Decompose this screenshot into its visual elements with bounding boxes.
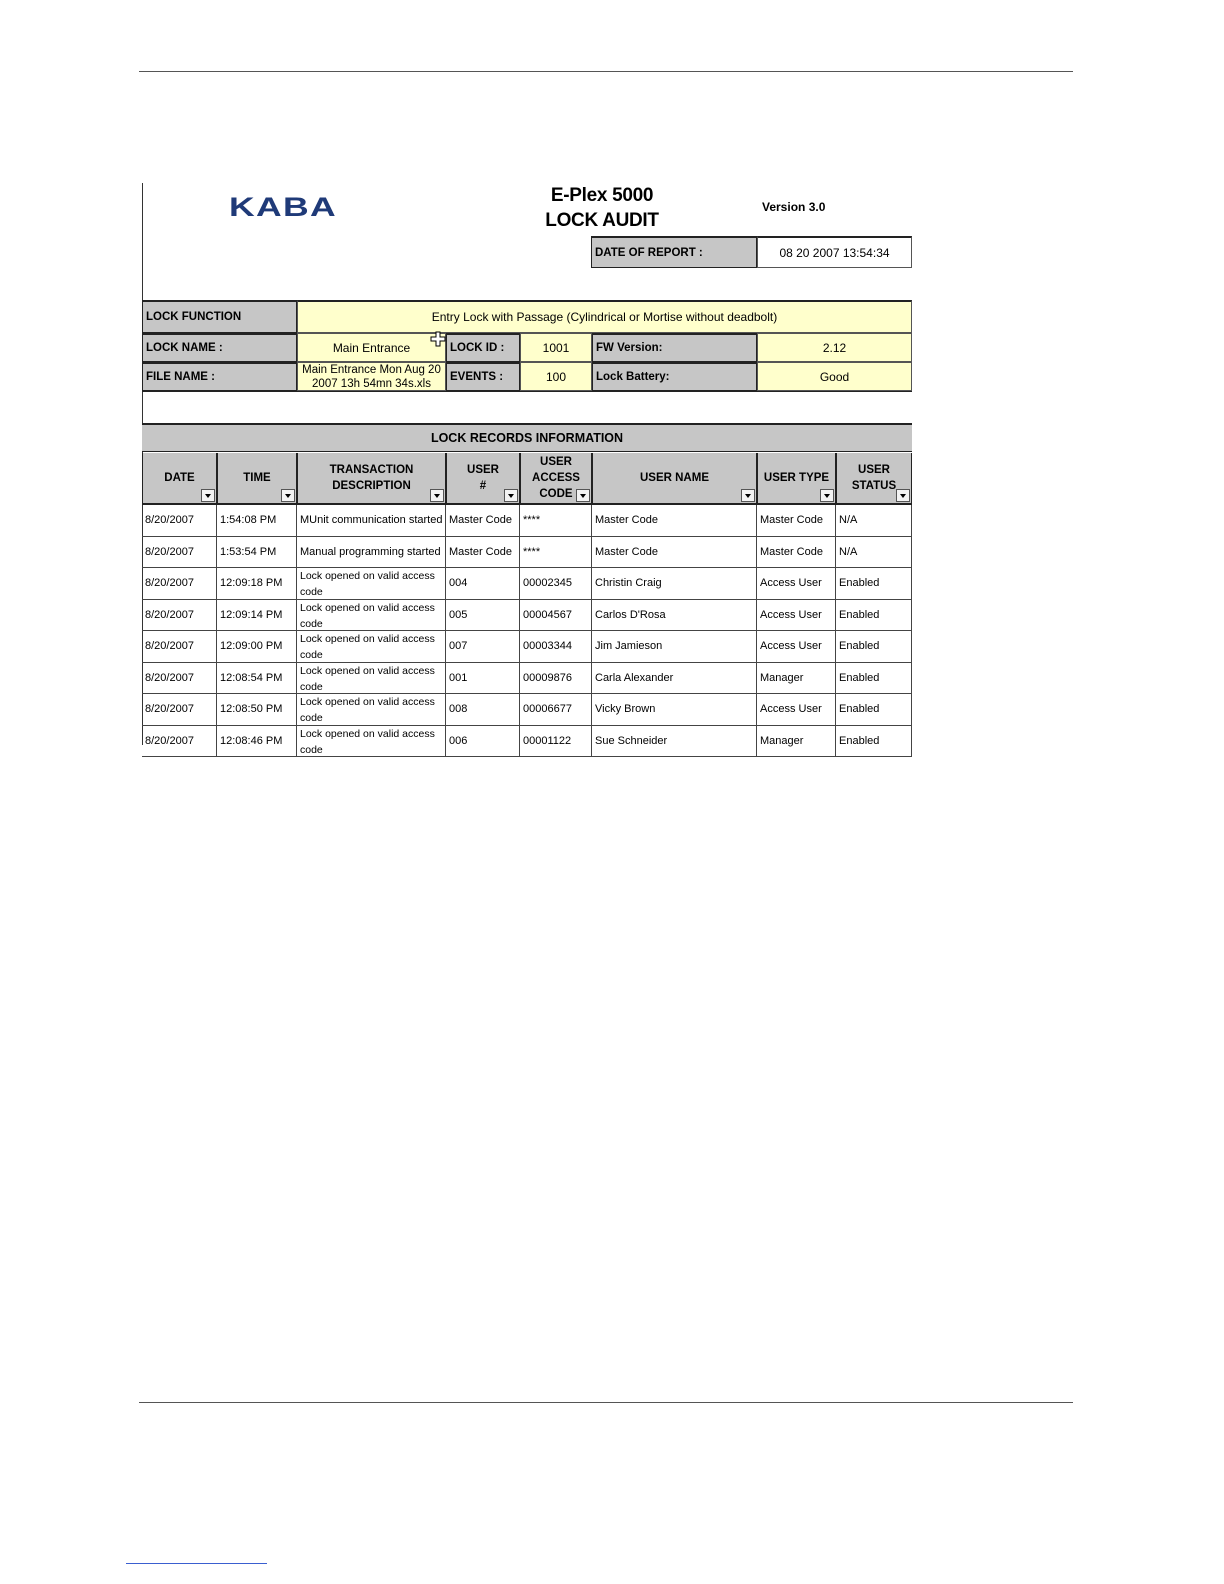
col-header-user-number[interactable]: USER # xyxy=(446,453,520,505)
filter-dropdown-icon[interactable] xyxy=(504,489,518,502)
cell-user-type[interactable]: Manager xyxy=(757,663,836,695)
lock-battery-value: Good xyxy=(757,362,912,391)
col-header-user-status[interactable]: USER STATUS xyxy=(836,453,912,505)
cell-user-status[interactable]: Enabled xyxy=(836,631,912,663)
lock-name-value[interactable]: Main Entrance xyxy=(297,333,446,362)
kaba-logo xyxy=(229,192,337,222)
cell-transaction[interactable]: Lock opened on valid access code xyxy=(297,600,446,632)
col-header-user-name[interactable]: USER NAME xyxy=(592,453,757,505)
cell-time[interactable]: 12:09:14 PM xyxy=(217,600,297,632)
cell-user-number[interactable]: Master Code xyxy=(446,537,520,569)
filter-dropdown-icon[interactable] xyxy=(896,489,910,502)
cell-transaction[interactable]: Lock opened on valid access code xyxy=(297,694,446,726)
cell-user-status[interactable]: Enabled xyxy=(836,663,912,695)
filter-dropdown-icon[interactable] xyxy=(820,489,834,502)
table-row[interactable] xyxy=(142,600,912,632)
cell-user-number[interactable]: 004 xyxy=(446,568,520,600)
filter-dropdown-icon[interactable] xyxy=(281,489,295,502)
col-header-access-code[interactable]: USER ACCESS CODE xyxy=(520,453,592,505)
cell-user-status[interactable]: Enabled xyxy=(836,600,912,632)
cell-time[interactable]: 12:08:54 PM xyxy=(217,663,297,695)
table-row[interactable] xyxy=(142,631,912,663)
cell-date[interactable]: 8/20/2007 xyxy=(142,505,217,537)
filter-dropdown-icon[interactable] xyxy=(201,489,215,502)
table-row[interactable] xyxy=(142,726,912,758)
product-title: E-Plex 5000 xyxy=(550,185,654,206)
cell-user-number[interactable]: 006 xyxy=(446,726,520,758)
cell-user-name[interactable]: Carla Alexander xyxy=(592,663,757,695)
cell-date[interactable]: 8/20/2007 xyxy=(142,726,217,758)
cell-date[interactable]: 8/20/2007 xyxy=(142,568,217,600)
cell-user-type[interactable]: Manager xyxy=(757,726,836,758)
col-header-date[interactable]: DATE xyxy=(142,453,217,505)
lock-id-label: LOCK ID : xyxy=(446,333,520,362)
cell-user-type[interactable]: Access User xyxy=(757,600,836,632)
version-label: Version 3.0 xyxy=(762,200,826,214)
cell-time[interactable]: 12:08:50 PM xyxy=(217,694,297,726)
table-row[interactable] xyxy=(142,505,912,537)
cell-access-code[interactable]: 00002345 xyxy=(520,568,592,600)
events-label: EVENTS : xyxy=(446,362,520,391)
cell-access-code[interactable]: **** xyxy=(520,505,592,537)
report-title: LOCK AUDIT xyxy=(545,210,659,231)
cell-time[interactable]: 1:53:54 PM xyxy=(217,537,297,569)
spacer-row xyxy=(142,391,912,423)
fw-version-label: FW Version: xyxy=(592,333,757,362)
table-row[interactable] xyxy=(142,663,912,695)
cell-transaction[interactable]: Lock opened on valid access code xyxy=(297,663,446,695)
cell-time[interactable]: 12:09:18 PM xyxy=(217,568,297,600)
cell-access-code[interactable]: 00009876 xyxy=(520,663,592,695)
lock-records-header: LOCK RECORDS INFORMATION xyxy=(142,423,912,452)
cell-date[interactable]: 8/20/2007 xyxy=(142,631,217,663)
cell-user-name[interactable]: Carlos D'Rosa xyxy=(592,600,757,632)
table-row[interactable] xyxy=(142,537,912,569)
cell-user-status[interactable]: Enabled xyxy=(836,694,912,726)
cell-date[interactable]: 8/20/2007 xyxy=(142,600,217,632)
cell-transaction[interactable]: Lock opened on valid access code xyxy=(297,631,446,663)
cell-user-type[interactable]: Access User xyxy=(757,631,836,663)
cell-time[interactable]: 12:09:00 PM xyxy=(217,631,297,663)
cell-user-status[interactable]: N/A xyxy=(836,537,912,569)
date-of-report-value: 08 20 2007 13:54:34 xyxy=(757,236,912,268)
cell-user-type[interactable]: Master Code xyxy=(757,537,836,569)
cell-date[interactable]: 8/20/2007 xyxy=(142,663,217,695)
lock-function-value: Entry Lock with Passage (Cylindrical or Mortise without deadbolt) xyxy=(297,300,912,333)
cell-user-type[interactable]: Master Code xyxy=(757,505,836,537)
fw-version-value: 2.12 xyxy=(757,333,912,362)
cell-time[interactable]: 1:54:08 PM xyxy=(217,505,297,537)
cell-user-type[interactable]: Access User xyxy=(757,694,836,726)
footer-link-underline[interactable] xyxy=(126,1563,267,1564)
cell-access-code[interactable]: 00004567 xyxy=(520,600,592,632)
cell-access-code[interactable]: 00003344 xyxy=(520,631,592,663)
cell-user-type[interactable]: Access User xyxy=(757,568,836,600)
cell-transaction[interactable]: MUnit communication started xyxy=(297,505,446,537)
cell-user-name[interactable]: Vicky Brown xyxy=(592,694,757,726)
cell-user-status[interactable]: N/A xyxy=(836,505,912,537)
cell-date[interactable]: 8/20/2007 xyxy=(142,694,217,726)
table-row[interactable] xyxy=(142,568,912,600)
table-row[interactable] xyxy=(142,694,912,726)
cell-user-number[interactable]: 007 xyxy=(446,631,520,663)
cell-date[interactable]: 8/20/2007 xyxy=(142,537,217,569)
filter-dropdown-icon[interactable] xyxy=(430,489,444,502)
filter-dropdown-icon[interactable] xyxy=(576,489,590,502)
lock-audit-screenshot xyxy=(142,183,912,756)
cell-user-number[interactable]: 001 xyxy=(446,663,520,695)
cell-user-name[interactable]: Sue Schneider xyxy=(592,726,757,758)
cell-user-name[interactable]: Master Code xyxy=(592,537,757,569)
cell-user-number[interactable]: Master Code xyxy=(446,505,520,537)
col-header-user-type[interactable]: USER TYPE xyxy=(757,453,836,505)
cell-user-number[interactable]: 008 xyxy=(446,694,520,726)
col-header-transaction[interactable]: TRANSACTION DESCRIPTION xyxy=(297,453,446,505)
lock-function-label: LOCK FUNCTION xyxy=(142,300,297,333)
cell-user-number[interactable]: 005 xyxy=(446,600,520,632)
lock-name-label: LOCK NAME : xyxy=(142,333,297,362)
top-rule xyxy=(139,71,1073,72)
cell-access-code[interactable]: 00001122 xyxy=(520,726,592,758)
cell-user-name[interactable]: Jim Jamieson xyxy=(592,631,757,663)
cell-transaction[interactable]: Lock opened on valid access code xyxy=(297,568,446,600)
cell-transaction[interactable]: Manual programming started xyxy=(297,537,446,569)
lock-id-value: 1001 xyxy=(520,333,592,362)
logo-text: KABA xyxy=(229,192,337,222)
cell-access-code[interactable]: 00006677 xyxy=(520,694,592,726)
cell-transaction[interactable]: Lock opened on valid access code xyxy=(297,726,446,758)
cell-user-status[interactable]: Enabled xyxy=(836,568,912,600)
cursor-cross-icon xyxy=(430,331,446,347)
cell-time[interactable]: 12:08:46 PM xyxy=(217,726,297,758)
bottom-rule xyxy=(139,1402,1073,1403)
cell-user-status[interactable]: Enabled xyxy=(836,726,912,758)
date-of-report-label: DATE OF REPORT : xyxy=(591,236,757,268)
filter-dropdown-icon[interactable] xyxy=(741,489,755,502)
cell-access-code[interactable]: **** xyxy=(520,537,592,569)
col-header-time[interactable]: TIME xyxy=(217,453,297,505)
lock-battery-label: Lock Battery: xyxy=(592,362,757,391)
events-value: 100 xyxy=(520,362,592,391)
cell-user-name[interactable]: Master Code xyxy=(592,505,757,537)
file-name-label: FILE NAME : xyxy=(142,362,297,391)
file-name-value: Main Entrance Mon Aug 20 2007 13h 54mn 34s.xls xyxy=(297,362,446,391)
cell-user-name[interactable]: Christin Craig xyxy=(592,568,757,600)
